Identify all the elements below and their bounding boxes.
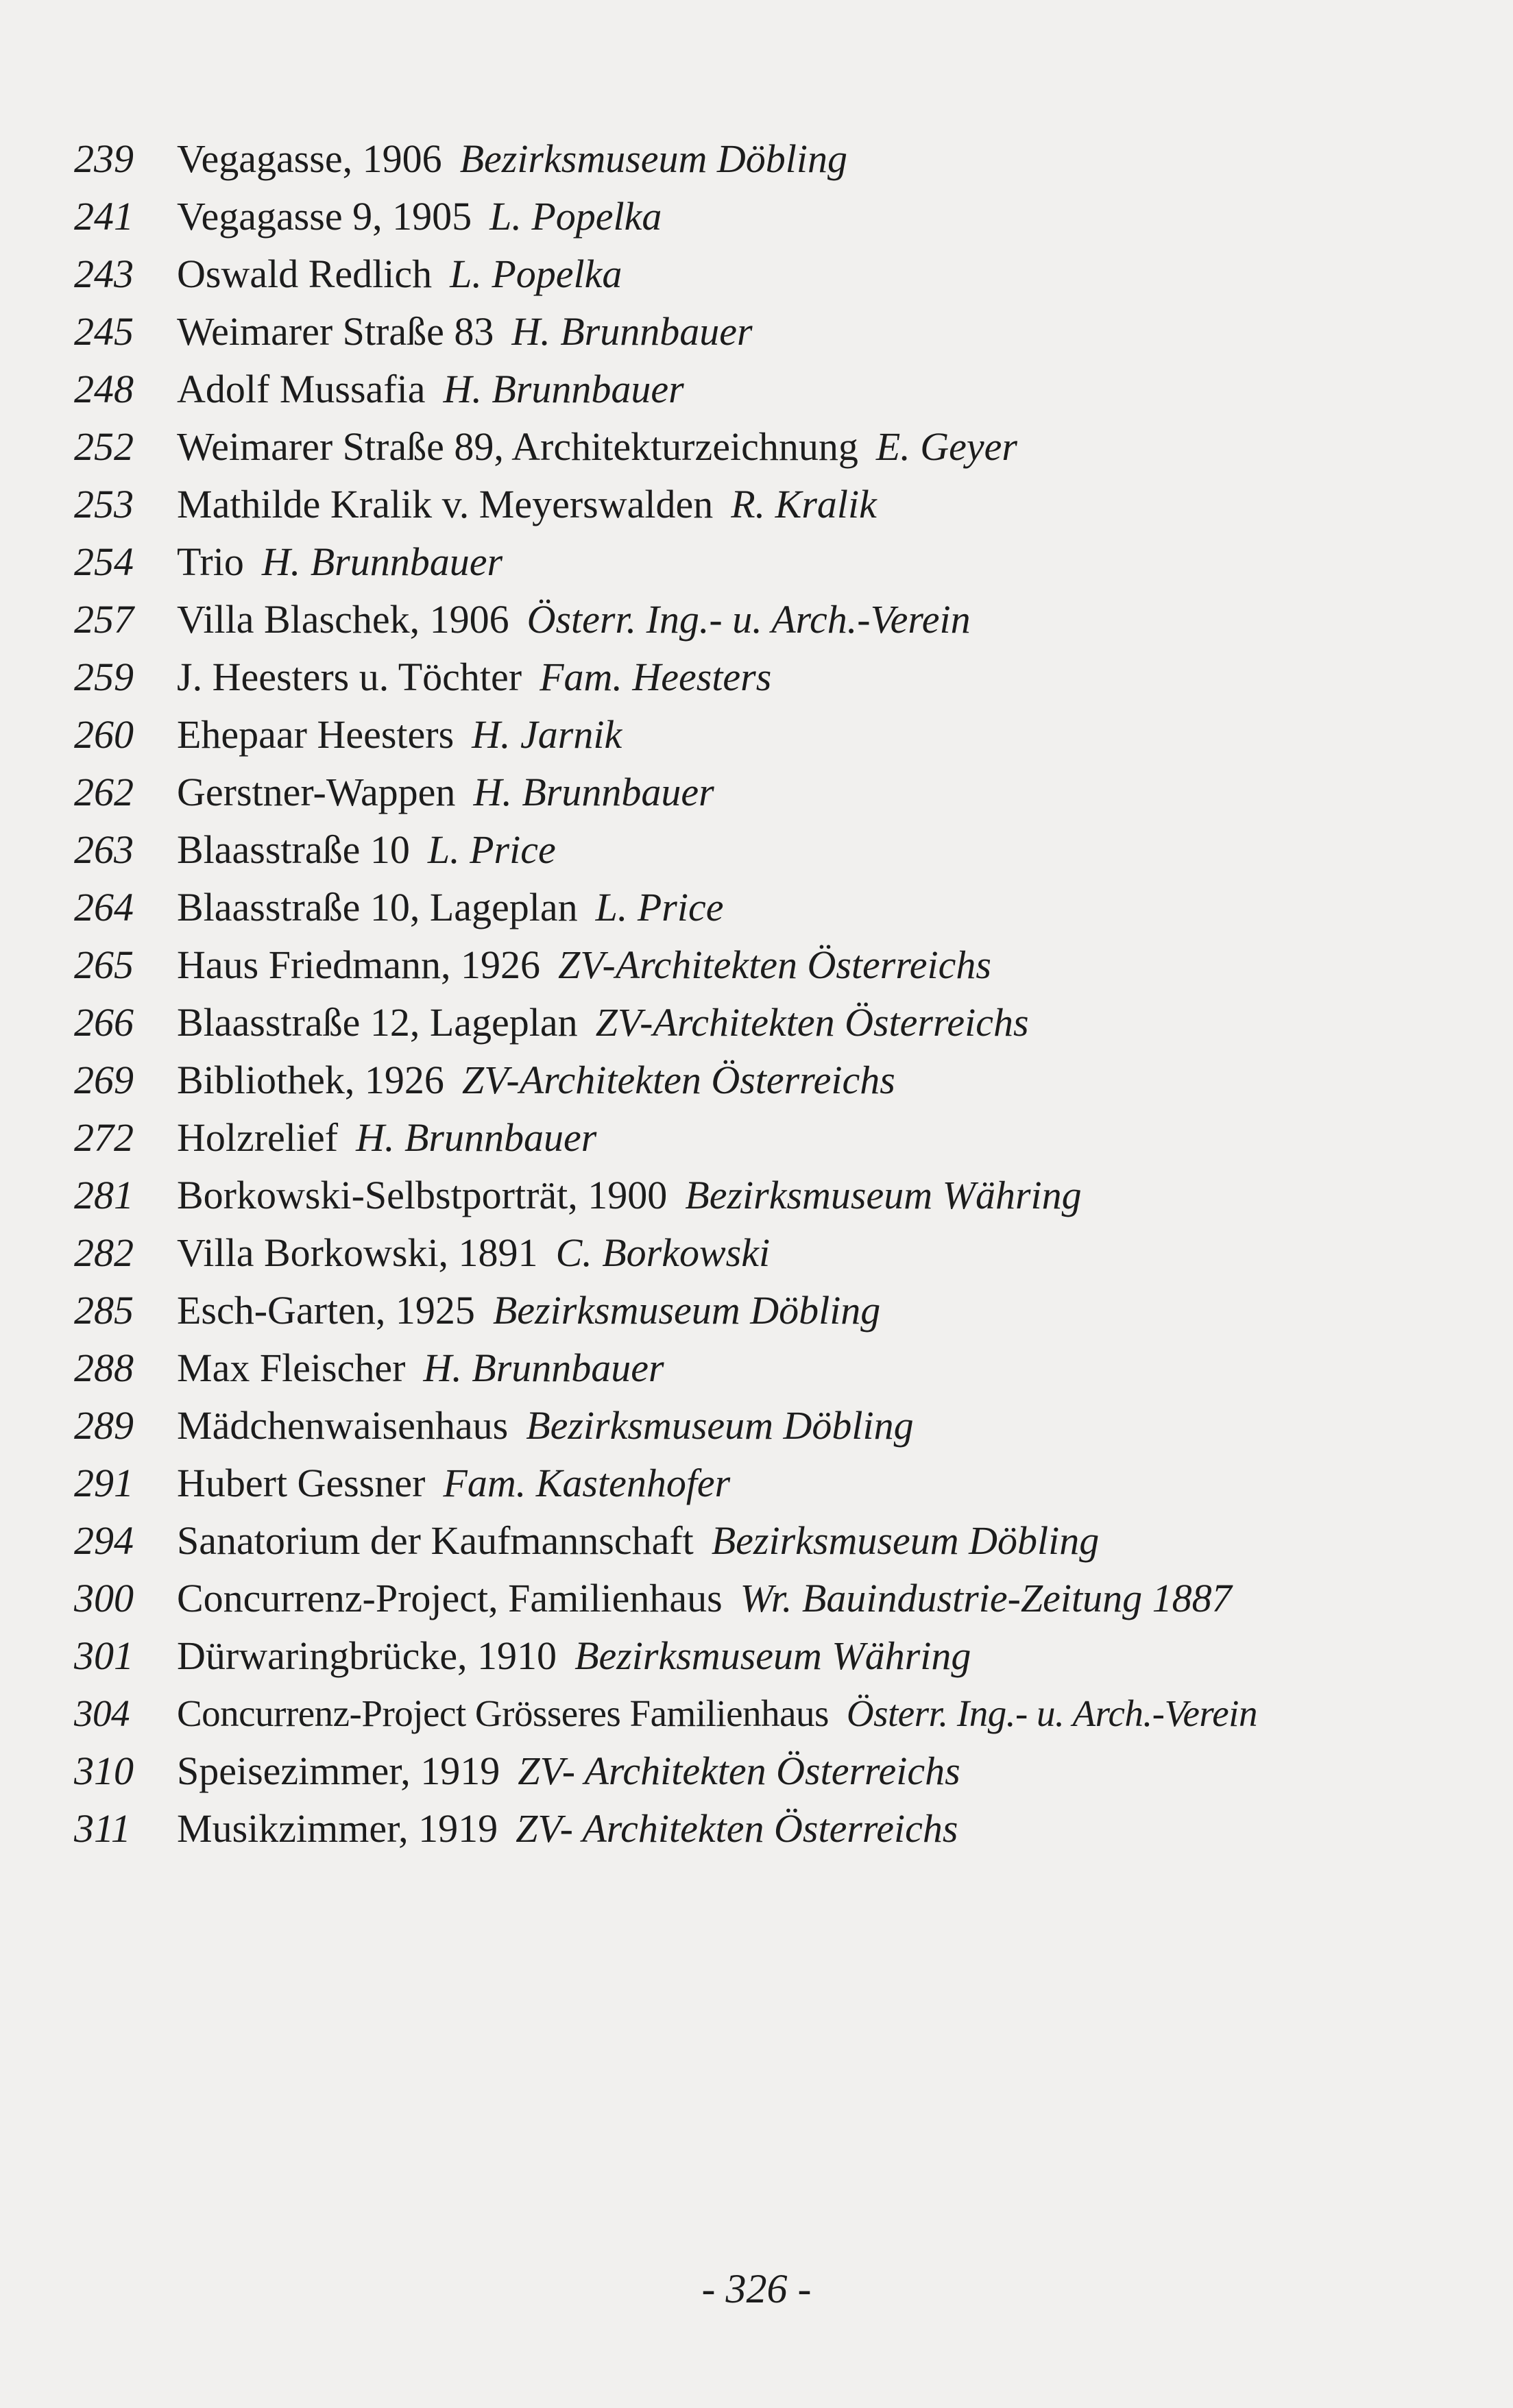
list-item <box>74 936 1445 994</box>
figure-source: Bezirksmuseum Döbling <box>711 1518 1100 1563</box>
figure-number: 289 <box>74 1403 134 1448</box>
list-item <box>74 1109 1445 1167</box>
figure-title: Musikzimmer, 1919 <box>177 1806 498 1851</box>
figure-source: ZV-Architekten Österreichs <box>558 942 991 987</box>
figure-title: Bibliothek, 1926 <box>177 1058 444 1102</box>
figure-number: 291 <box>74 1461 134 1505</box>
list-item <box>74 764 1445 821</box>
figure-title: J. Heesters u. Töchter <box>177 655 522 699</box>
figure-number: 260 <box>74 712 134 757</box>
figure-source: ZV- Architekten Österreichs <box>516 1806 958 1851</box>
figure-number: 265 <box>74 942 134 987</box>
figure-title: Dürwaringbrücke, 1910 <box>177 1633 557 1678</box>
figure-source: Bezirksmuseum Währing <box>574 1633 971 1678</box>
list-item <box>74 591 1445 648</box>
figure-source: L. Price <box>595 885 724 929</box>
list-item <box>74 879 1445 936</box>
figure-number: 269 <box>74 1058 134 1102</box>
figure-number: 262 <box>74 770 134 814</box>
list-item <box>74 303 1445 361</box>
figure-source: Bezirksmuseum Döbling <box>492 1288 881 1333</box>
figure-number: 252 <box>74 424 134 469</box>
figure-source: Bezirksmuseum Döbling <box>459 136 848 181</box>
list-item <box>74 1512 1445 1570</box>
figure-source: Bezirksmuseum Döbling <box>526 1403 914 1448</box>
figure-title: Speisezimmer, 1919 <box>177 1749 500 1793</box>
figure-number: 301 <box>74 1633 134 1678</box>
figure-number: 304 <box>74 1692 130 1734</box>
figure-title: Adolf Mussafia <box>177 367 426 411</box>
figure-title: Villa Borkowski, 1891 <box>177 1230 538 1275</box>
image-credits-list <box>74 130 1445 1858</box>
figure-number: 294 <box>74 1518 134 1563</box>
figure-number: 243 <box>74 252 134 296</box>
figure-number: 266 <box>74 1000 134 1045</box>
figure-source: H. Brunnbauer <box>443 367 684 411</box>
figure-number: 310 <box>74 1749 134 1793</box>
list-item <box>74 994 1445 1051</box>
figure-title: Weimarer Straße 83 <box>177 309 494 354</box>
list-item <box>74 1455 1445 1512</box>
figure-number: 288 <box>74 1346 134 1390</box>
figure-number: 239 <box>74 136 134 181</box>
figure-title: Holzrelief <box>177 1115 339 1160</box>
list-item <box>74 245 1445 303</box>
figure-number: 241 <box>74 194 134 239</box>
figure-source: H. Jarnik <box>472 712 622 757</box>
figure-number: 253 <box>74 482 134 526</box>
figure-number: 285 <box>74 1288 134 1333</box>
figure-source: Fam. Kastenhofer <box>443 1461 731 1505</box>
figure-source: E. Geyer <box>875 424 1017 469</box>
figure-number: 263 <box>74 827 134 872</box>
list-item <box>74 533 1445 591</box>
figure-title: Villa Blaschek, 1906 <box>177 597 509 642</box>
figure-number: 245 <box>74 309 134 354</box>
figure-source: L. Price <box>427 827 556 872</box>
figure-source: ZV- Architekten Österreichs <box>518 1749 960 1793</box>
figure-source: H. Brunnbauer <box>473 770 714 814</box>
list-item <box>74 1224 1445 1282</box>
figure-source: H. Brunnbauer <box>261 539 503 584</box>
figure-title: Haus Friedmann, 1926 <box>177 942 540 987</box>
figure-title: Borkowski-Selbstporträt, 1900 <box>177 1173 668 1217</box>
list-item <box>74 821 1445 879</box>
figure-source: ZV-Architekten Österreichs <box>595 1000 1029 1045</box>
list-item <box>74 188 1445 245</box>
figure-source: Fam. Heesters <box>540 655 772 699</box>
figure-title: Concurrenz-Project Grösseres Familienhaus <box>177 1692 829 1734</box>
figure-title: Sanatorium der Kaufmannschaft <box>177 1518 694 1563</box>
figure-source: L. Popelka <box>489 194 662 239</box>
list-item <box>74 1397 1445 1455</box>
figure-title: Blaasstraße 10 <box>177 827 410 872</box>
figure-title: Mathilde Kralik v. Meyerswalden <box>177 482 714 526</box>
figure-title: Max Fleischer <box>177 1346 406 1390</box>
figure-source: R. Kralik <box>731 482 877 526</box>
figure-number: 259 <box>74 655 134 699</box>
figure-source: L. Popelka <box>450 252 622 296</box>
list-item <box>74 1167 1445 1224</box>
figure-source: Bezirksmuseum Währing <box>685 1173 1082 1217</box>
figure-source: C. Borkowski <box>555 1230 771 1275</box>
figure-number: 248 <box>74 367 134 411</box>
list-item <box>74 418 1445 476</box>
figure-title: Concurrenz-Project, Familienhaus <box>177 1576 723 1620</box>
list-item <box>74 1339 1445 1397</box>
list-item <box>74 648 1445 706</box>
figure-title: Esch-Garten, 1925 <box>177 1288 475 1333</box>
list-item <box>74 1742 1445 1800</box>
figure-title: Vegagasse 9, 1905 <box>177 194 472 239</box>
figure-number: 257 <box>74 597 134 642</box>
list-item <box>74 1282 1445 1339</box>
figure-source: H. Brunnbauer <box>423 1346 664 1390</box>
figure-number: 282 <box>74 1230 134 1275</box>
figure-title: Mädchenwaisenhaus <box>177 1403 509 1448</box>
figure-number: 311 <box>74 1806 131 1851</box>
list-item <box>74 130 1445 188</box>
list-item <box>74 1570 1445 1627</box>
figure-title: Ehepaar Heesters <box>177 712 455 757</box>
figure-source: H. Brunnbauer <box>356 1115 597 1160</box>
figure-source: Wr. Bauindustrie-Zeitung 1887 <box>740 1576 1232 1620</box>
figure-number: 281 <box>74 1173 134 1217</box>
list-item <box>74 361 1445 418</box>
figure-title: Oswald Redlich <box>177 252 433 296</box>
figure-title: Vegagasse, 1906 <box>177 136 442 181</box>
figure-title: Blaasstraße 12, Lageplan <box>177 1000 578 1045</box>
figure-title: Hubert Gessner <box>177 1461 426 1505</box>
page-number: - 326 - <box>701 2266 812 2311</box>
figure-number: 264 <box>74 885 134 929</box>
figure-title: Gerstner-Wappen <box>177 770 456 814</box>
figure-source: Österr. Ing.- u. Arch.-Verein <box>846 1692 1257 1734</box>
list-item <box>74 706 1445 764</box>
figure-source: Österr. Ing.- u. Arch.-Verein <box>526 597 971 642</box>
list-item <box>74 1051 1445 1109</box>
list-item <box>74 1627 1445 1685</box>
figure-title: Blaasstraße 10, Lageplan <box>177 885 578 929</box>
figure-number: 300 <box>74 1576 134 1620</box>
figure-number: 272 <box>74 1115 134 1160</box>
list-item <box>74 1800 1445 1858</box>
figure-source: H. Brunnbauer <box>511 309 753 354</box>
list-item <box>74 1685 1445 1742</box>
figure-number: 254 <box>74 539 134 584</box>
figure-title: Trio <box>177 539 244 584</box>
figure-source: ZV-Architekten Österreichs <box>461 1058 895 1102</box>
figure-title: Weimarer Straße 89, Architekturzeichnung <box>177 424 858 469</box>
list-item <box>74 476 1445 533</box>
